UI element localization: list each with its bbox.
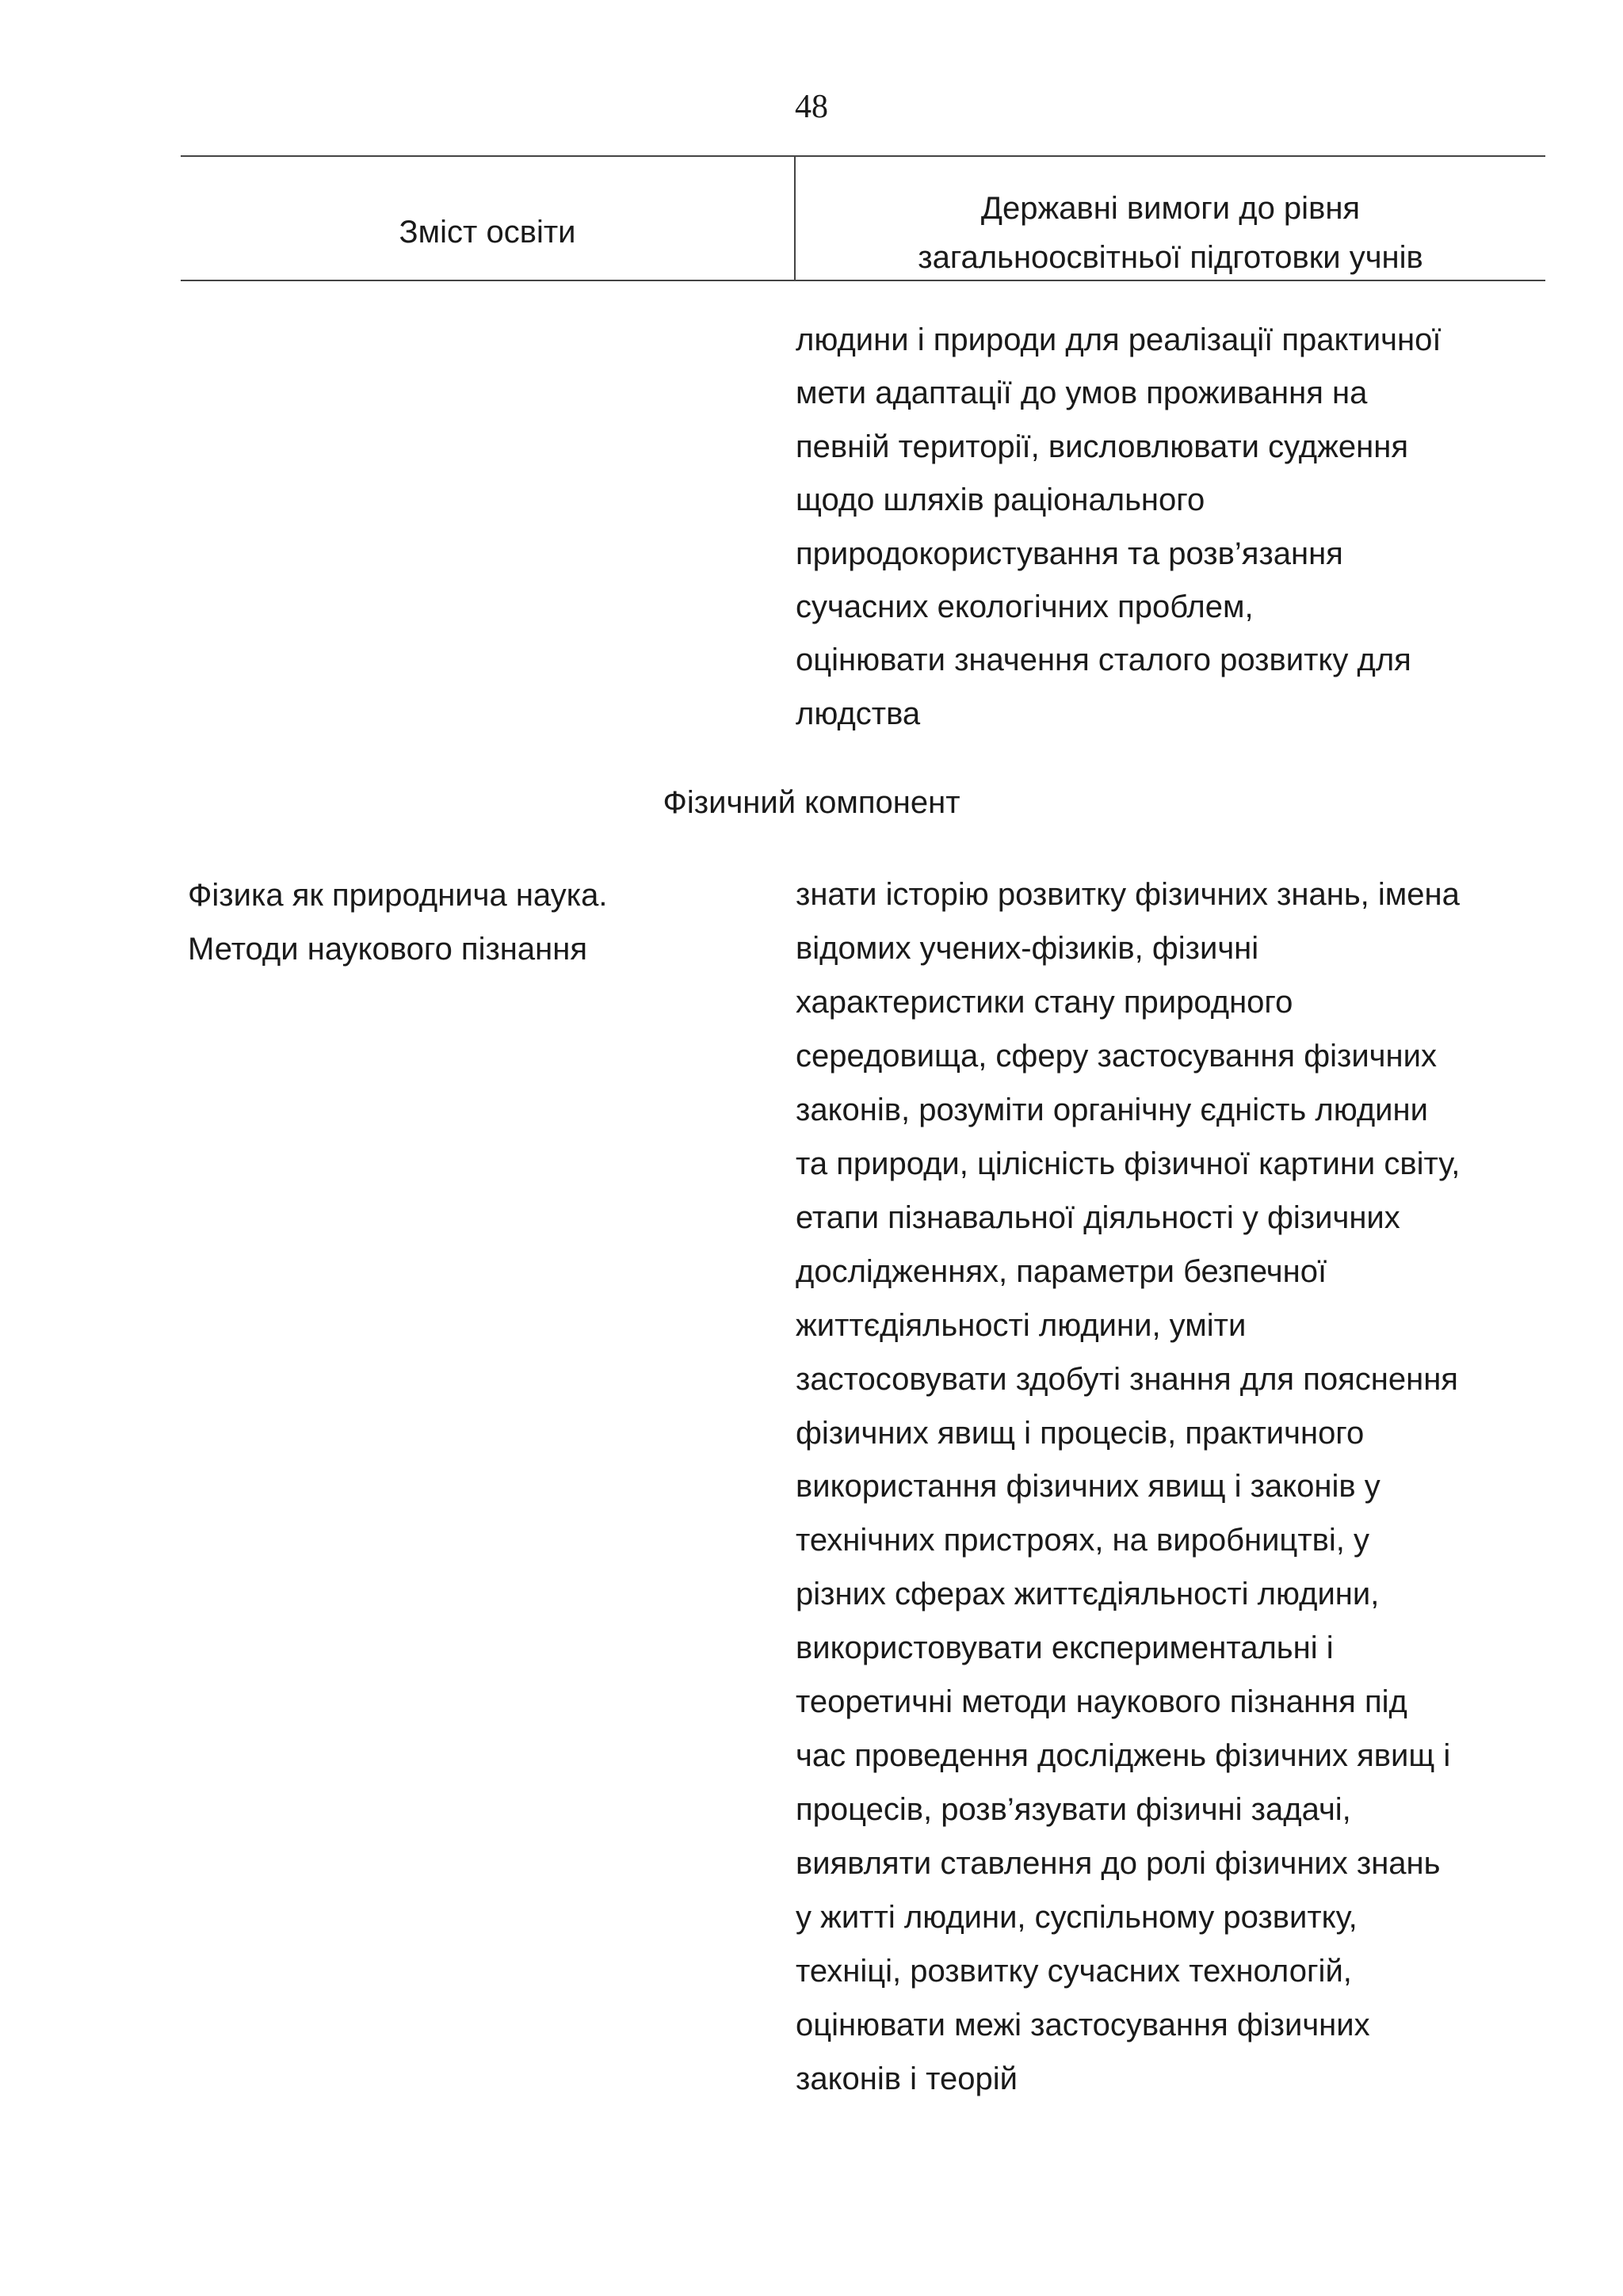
- text-line: життєдіяльності людини, уміти: [796, 1307, 1247, 1343]
- text-line: Фізика як природнича наука.: [188, 878, 608, 913]
- text-line: сучасних екологічних проблем,: [796, 589, 1254, 625]
- page-number: 48: [795, 89, 828, 125]
- section-heading: Фізичний компонент: [663, 785, 960, 820]
- text-line: виявляти ставлення до ролі фізичних знань: [796, 1846, 1441, 1882]
- text-line: людини і природи для реалізації практичної: [796, 322, 1442, 357]
- text-line: людства: [796, 696, 921, 731]
- text-line: використовувати експериментальні і: [796, 1630, 1334, 1666]
- text-line: знати історію розвитку фізичних знань, імена: [796, 877, 1460, 912]
- text-line: у житті людини, суспільному розвитку,: [796, 1900, 1358, 1936]
- table-top-rule: [181, 155, 1545, 157]
- column-header-requirements-line: Державні вимоги до рівня: [980, 191, 1361, 226]
- text-line: використання фізичних явищ і законів у: [796, 1469, 1381, 1505]
- text-line: різних сферах життєдіяльності людини,: [796, 1577, 1380, 1612]
- text-line: Методи наукового пізнання: [188, 932, 587, 967]
- text-line: відомих учених-фізиків, фізичні: [796, 930, 1259, 966]
- text-line: щодо шляхів раціонального: [796, 482, 1205, 518]
- text-line: техніці, розвитку сучасних технологій,: [796, 1954, 1352, 1989]
- column-header-requirements-line: загальноосвітньої підготовки учнів: [918, 240, 1423, 275]
- text-line: природокористування та розв’язання: [796, 536, 1343, 571]
- text-line: оцінювати межі застосування фізичних: [796, 2008, 1370, 2043]
- text-line: процесів, розв’язувати фізичні задачі,: [796, 1792, 1351, 1828]
- text-line: законів і теорій: [796, 2061, 1018, 2096]
- content-topic: [188, 868, 607, 976]
- column-header-content: Зміст освіти: [399, 215, 576, 250]
- text-line: певній території, висловлювати судження: [796, 429, 1408, 464]
- text-line: середовища, сферу застосування фізичних: [796, 1038, 1437, 1074]
- text-line: час проведення досліджень фізичних явищ і: [796, 1738, 1451, 1774]
- text-line: законів, розуміти органічну єдність людини: [796, 1092, 1428, 1127]
- text-line: характеристики стану природного: [796, 984, 1293, 1020]
- requirements-text: [796, 868, 1460, 2107]
- text-line: фізичних явищ і процесів, практичного: [796, 1415, 1365, 1451]
- text-line: теоретичні методи наукового пізнання під: [796, 1684, 1407, 1720]
- continuation-text: [796, 314, 1441, 741]
- text-line: технічних пристроях, на виробництві, у: [796, 1523, 1370, 1558]
- column-header-requirements: [796, 184, 1545, 282]
- text-line: застосовувати здобуті знання для пояснення: [796, 1361, 1458, 1397]
- text-line: оцінювати значення сталого розвитку для: [796, 643, 1411, 678]
- text-line: дослідженнях, параметри безпечної: [796, 1253, 1327, 1289]
- text-line: та природи, цілісність фізичної картини світу,: [796, 1146, 1461, 1181]
- text-line: мети адаптації до умов проживання на: [796, 376, 1368, 411]
- text-line: етапи пізнавальної діяльності у фізичних: [796, 1199, 1400, 1235]
